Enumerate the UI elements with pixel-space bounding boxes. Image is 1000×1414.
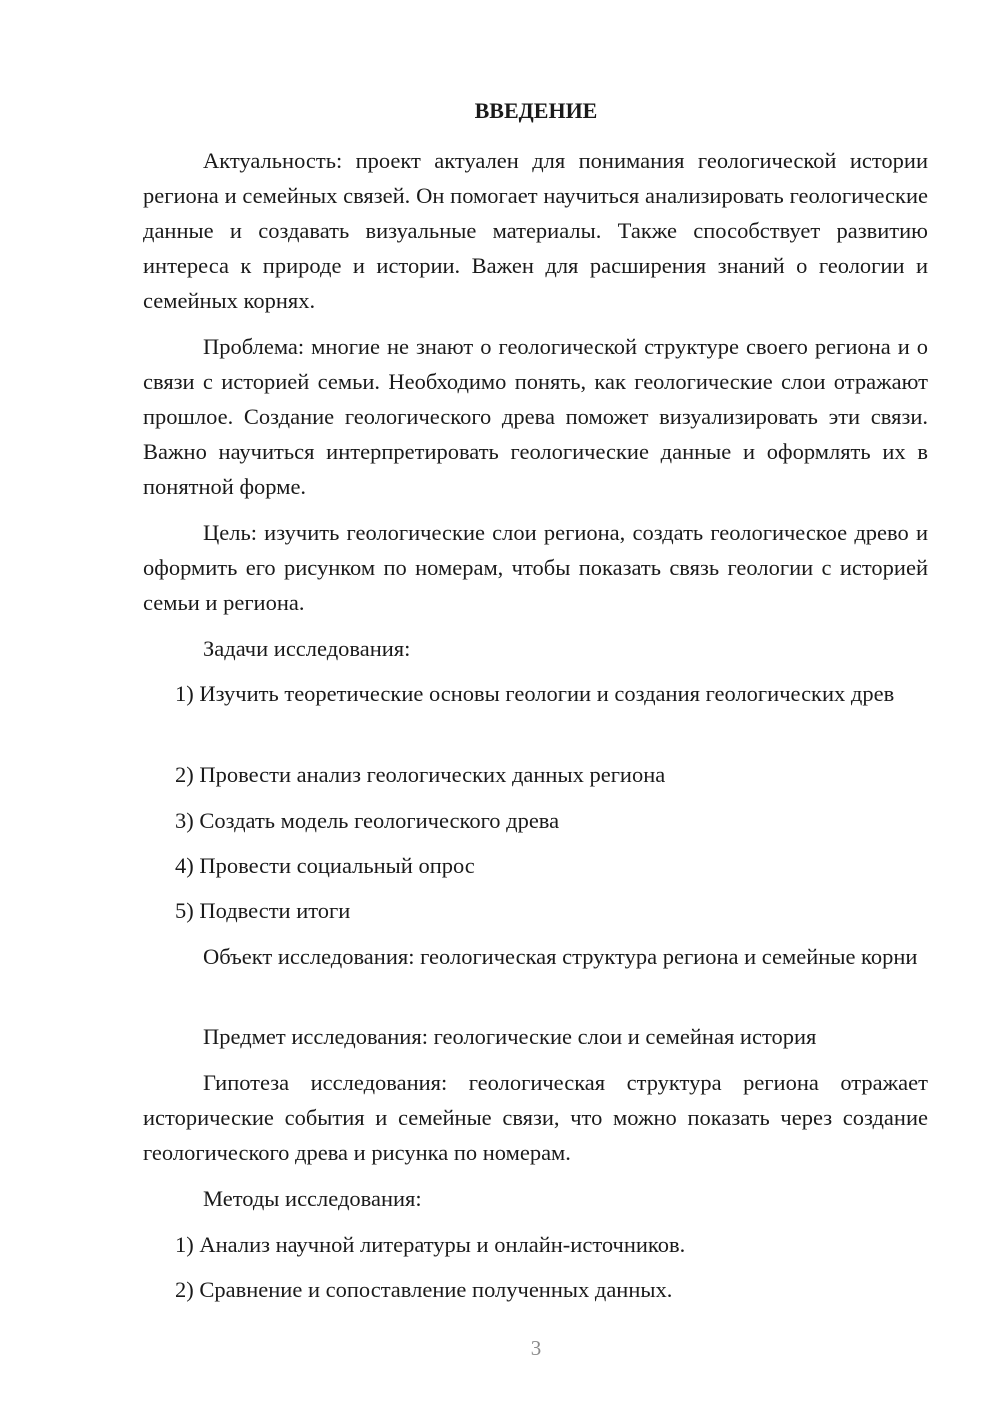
- object-paragraph: Объект исследования: геологическая структура региона и семейные корни: [203, 944, 918, 969]
- page-number: 3: [530, 1336, 542, 1360]
- tasks-title: Задачи исследования:: [203, 636, 411, 661]
- relevance-paragraph: Актуальность: проект актуален для понимания геологической истории региона и семейных связей. Он помогает научиться анализировать геологические данные и создавать визуальные материалы. Также способствует развитию интереса к природе и истории. Важен для расширения знаний о геологии и семейных корнях.: [143, 148, 928, 313]
- methods-title: Методы исследования:: [203, 1186, 422, 1211]
- problem-paragraph: Проблема: многие не знают о геологической структуре своего региона и о связи с историей семьи. Необходимо понять, как геологические слои отражают прошлое. Создание геологического древа поможет визуализировать эти связи. Важно научиться интерпретировать геологические данные и оформлять их в понятной форме.: [143, 334, 928, 499]
- subject-paragraph: Предмет исследования: геологические слои и семейная история: [203, 1024, 817, 1049]
- goal-paragraph: Цель: изучить геологические слои региона, создать геологическое древо и оформить его рисунком по номерам, чтобы показать связь геологии с историей семьи и региона.: [143, 520, 928, 615]
- task-item: 4) Провести социальный опрос: [175, 853, 475, 878]
- task-item: 5) Подвести итоги: [175, 898, 351, 923]
- section-heading: ВВЕДЕНИЕ: [474, 98, 598, 123]
- method-item: 1) Анализ научной литературы и онлайн-источников.: [175, 1232, 686, 1257]
- task-item: 2) Провести анализ геологических данных региона: [175, 762, 666, 787]
- method-item: 2) Сравнение и сопоставление полученных данных.: [175, 1277, 673, 1302]
- hypothesis-paragraph: Гипотеза исследования: геологическая структура региона отражает исторические события и семейные связи, что можно показать через создание геологического древа и рисунка по номерам.: [143, 1070, 928, 1165]
- task-item: 3) Создать модель геологического древа: [175, 808, 560, 833]
- task-item: 1) Изучить теоретические основы геологии и создания геологических древ: [175, 681, 895, 706]
